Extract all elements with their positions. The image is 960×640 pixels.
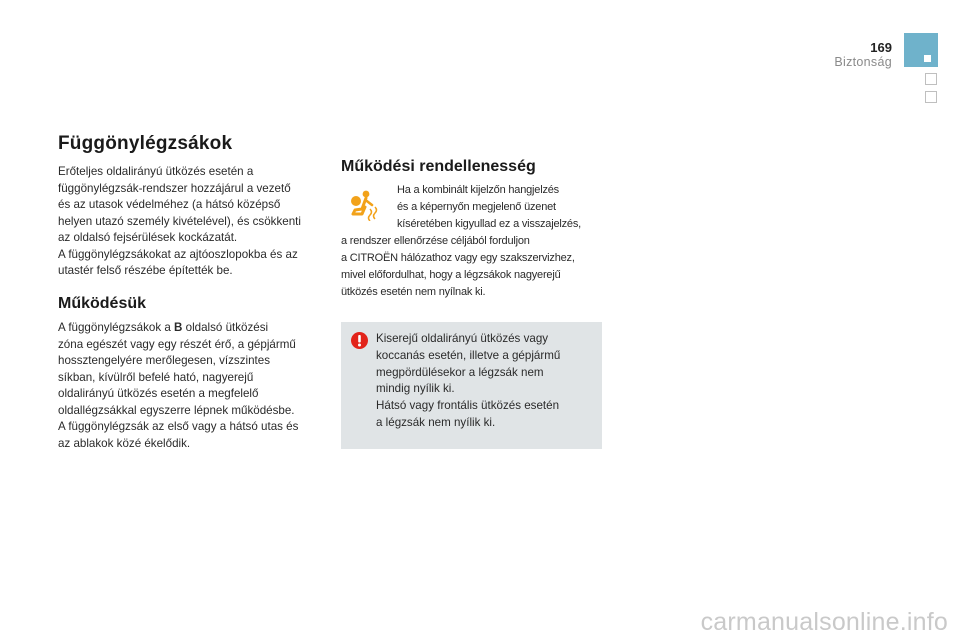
intro-line: A függönylégzsákokat az ajtóoszlopokba és az — [58, 247, 298, 261]
warning-text — [376, 331, 560, 432]
page-number: 169 — [870, 40, 892, 55]
warning-line: Kiserejű oldalirányú ütközés vagy — [376, 332, 549, 345]
operation-line-end: oldalsó ütközési — [182, 321, 269, 334]
operation-line-start: A függönylégzsákok a — [58, 321, 175, 334]
tab-dot — [924, 55, 931, 62]
intro-line: és az utasok védelméhez (a hátsó középső — [58, 198, 281, 211]
intro-line: az oldalsó fejsérülések kockázatát. — [58, 231, 238, 244]
operation-line: az ablakok közé ékelődik. — [58, 436, 191, 450]
warning-exclamation-icon — [351, 332, 368, 349]
warning-line: koccanás esetén, illetve a gépjármű — [376, 348, 561, 362]
malfunction-line: Ha a kombinált kijelzőn hangjelzés — [397, 184, 559, 196]
malfunction-line: kíséretében kigyullad ez a visszajelzés, — [397, 218, 581, 230]
malfunction-paragraph — [341, 233, 575, 301]
operation-heading: Működésük — [58, 295, 147, 312]
malfunction-indented — [397, 182, 581, 233]
intro-line: utastér felső részébe építették be. — [58, 264, 233, 277]
icon-wave — [369, 209, 372, 221]
operation-line: oldalirányú ütközés esetén a megfelelő — [58, 387, 259, 400]
malfunction-line: és a képernyőn megjelenő üzenet — [397, 201, 556, 213]
malfunction-line: mivel előfordulhat, hogy a légzsákok nagyerejű — [341, 269, 561, 281]
operation-line: A függönylégzsák az első vagy a hátsó utas és — [58, 420, 299, 433]
section-tab-active — [904, 33, 938, 67]
intro-line: helyen utazó személy kivételével), és csökkenti — [58, 214, 301, 228]
operation-line: síkban, kívülről befelé ható, nagyerejű — [58, 370, 254, 384]
malfunction-line: a CITROËN hálózathoz vagy egy szakszervizhez, — [341, 252, 575, 264]
watermark: carmanualsonline.info — [700, 608, 948, 636]
operation-paragraph — [58, 320, 298, 452]
operation-line: hossztengelyére merőlegesen, vízszintes — [58, 354, 271, 367]
icon-belt — [366, 200, 373, 205]
icon-wave — [374, 207, 377, 219]
malfunction-line: ütközés esetén nem nyílnak ki. — [341, 286, 486, 298]
intro-line: Erőteljes oldalirányú ütközés esetén a — [58, 165, 254, 178]
icon-head — [363, 191, 370, 198]
zone-letter: B — [174, 321, 183, 334]
section-label: Biztonság — [834, 55, 892, 69]
intro-paragraph — [58, 164, 301, 280]
warning-line: Hátsó vagy frontális ütközés esetén — [376, 399, 560, 413]
section-tab — [925, 73, 937, 85]
warning-icon-bar — [358, 335, 361, 343]
intro-line: függönylégzsák-rendszer hozzájárul a vezető — [58, 181, 291, 195]
icon-airbag — [351, 196, 361, 206]
operation-line — [58, 320, 298, 337]
warning-line: mindig nyílik ki. — [376, 382, 455, 396]
warning-icon-dot — [358, 344, 361, 347]
page-title: Függönylégzsákok — [58, 133, 233, 154]
warning-line: megpördülésekor a légzsák nem — [376, 365, 544, 379]
malfunction-line: a rendszer ellenőrzése céljából forduljon — [341, 235, 530, 247]
malfunction-heading: Működési rendellenesség — [341, 158, 536, 175]
section-tab — [925, 91, 937, 103]
warning-line: a légzsák nem nyílik ki. — [376, 415, 496, 429]
airbag-warning-icon — [346, 189, 382, 221]
operation-line: oldallégzsákkal egyszerre lépnek működésbe. — [58, 403, 295, 417]
operation-line: zóna egészét vagy egy részét érő, a gépjármű — [58, 337, 296, 351]
